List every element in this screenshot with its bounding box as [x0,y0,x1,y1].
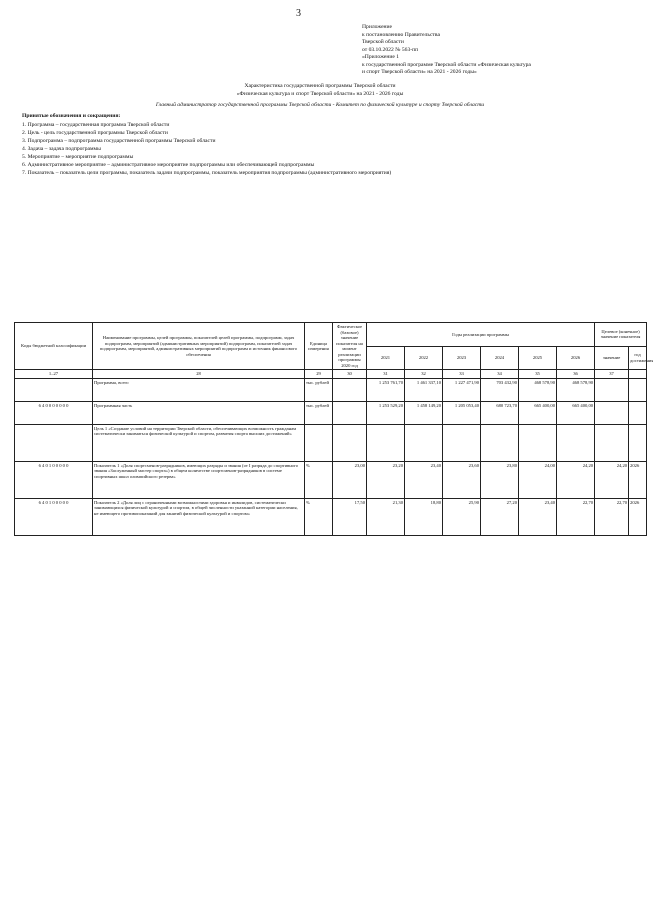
unit-cell [305,424,333,461]
year-value-cell: 24,00 [519,461,557,498]
column-number: 32 [405,370,443,379]
column-number: 33 [443,370,481,379]
row-name-cell: Показатель 1 «Доля спортсменов-разрядников, имеющих разряды и звания (от I разряда до спортивного звания «Заслуженный мастер спорта») в общем количестве спортсменов-разрядников в системе спортивных школ олимпийского резерва» [93,461,305,498]
target-value-cell: 24,20 [595,461,629,498]
year-value-cell: 468 578,90 [557,378,595,401]
year-value-cell: 25,90 [443,498,481,535]
year-value-cell: 24,20 [557,461,595,498]
year-value-cell: 22,70 [557,498,595,535]
year-value-cell [443,424,481,461]
year-value-cell: 1 227 471,90 [443,378,481,401]
column-number: 1–27 [15,370,93,379]
target-value-header: значение [595,346,629,370]
page-number: 3 [296,8,301,19]
unit-cell: % [305,498,333,535]
row-name-cell: Показатель 2 «Доля лиц с ограниченными возможностями здоровья и инвалидов, систематически занимающихся физической культурой и спортом, в общей численности указанной категории населения, не имеющего противопоказаний для занятий физической культурой и спортом» [93,498,305,535]
chief-administrator: Главный администратор государственной программы Тверской области - Комитет по физической культуре и спорту Тверской области [155,101,485,108]
table-row [15,378,647,401]
unit-cell: тыс. рублей [305,401,333,424]
budget-code-cell: 6 4 0 0 0 0 0 0 0 [15,401,93,424]
column-number: 30 [333,370,367,379]
year-value-cell: 23,40 [405,461,443,498]
base-value-cell [333,424,367,461]
budget-code-cell [15,378,93,401]
appendix-line: к государственной программе Тверской области «Физическая культура [362,61,531,68]
year-value-cell: 23,80 [481,461,519,498]
target-value-cell [595,401,629,424]
year-value-cell: 27,20 [481,498,519,535]
year-header: 2026 [557,346,595,370]
target-header: Целевое (конечное) значение показателя [595,323,647,347]
year-value-cell: 1 205 053,40 [443,401,481,424]
year-value-cell [405,424,443,461]
year-value-cell [557,424,595,461]
year-value-cell: 1 458 149,20 [405,401,443,424]
column-number: 34 [481,370,519,379]
target-year-cell: 2026 [629,461,647,498]
year-value-cell: 23,20 [367,461,405,498]
legend-item: 4. Задача – задача подпрограммы [22,145,101,152]
column-number: 31 [367,370,405,379]
budget-code-cell: 6 4 0 1 0 0 0 0 0 [15,461,93,498]
target-value-cell: 22,70 [595,498,629,535]
years-group-header: Годы реализации программы [367,323,595,347]
appendix-line: «Приложение 1 [362,54,400,61]
appendix-note [362,24,618,77]
column-number: 35 [519,370,557,379]
legend-item: 3. Подпрограмма – подпрограмма государственной программы Тверской области [22,137,216,144]
table-row [15,424,647,461]
year-header: 2022 [405,346,443,370]
row-name-cell: Цель 1 «Создание условий на территории Тверской области, обеспечивающих возможность гражданам систематически заниматься физической культурой и спортом, развития спорта высших достижений» [93,424,305,461]
document-header [22,24,618,178]
target-year-cell: 2026 [629,498,647,535]
appendix-line: к постановлению Правительства [362,31,440,38]
column-number: 29 [305,370,333,379]
table-row [15,461,647,498]
base-value-cell: 17,50 [333,498,367,535]
row-name-cell: Программная часть [93,401,305,424]
year-value-cell: 468 578,90 [519,378,557,401]
table-row [15,498,647,535]
base-value-cell: 23,00 [333,461,367,498]
unit-cell: тыс. рублей [305,378,333,401]
year-header: 2024 [481,346,519,370]
year-value-cell: 21,30 [367,498,405,535]
budget-code-cell: 6 4 0 1 0 0 0 0 0 [15,498,93,535]
year-value-cell: 23,40 [519,498,557,535]
year-header: 2025 [519,346,557,370]
year-header: 2021 [367,346,405,370]
target-year-cell [629,424,647,461]
year-value-cell [367,424,405,461]
abbreviations-legend [22,113,618,177]
year-value-cell [519,424,557,461]
appendix-line: Тверской области [362,39,404,46]
column-number: 28 [93,370,305,379]
title-line: «Физическая культура и спорт Тверской области» на 2021 - 2026 годы [236,91,404,98]
column-number: 36 [557,370,595,379]
year-value-cell: 680 723,70 [481,401,519,424]
year-value-cell: 1 253 529,20 [367,401,405,424]
column-number: 37 [595,370,629,379]
year-value-cell: 18,80 [405,498,443,535]
row-name-cell: Программа, всего [93,378,305,401]
year-value-cell: 665 400,00 [519,401,557,424]
target-value-cell [595,378,629,401]
target-year-cell [629,401,647,424]
appendix-line: Приложение [362,24,393,30]
year-value-cell: 703 432,90 [481,378,519,401]
table-row [15,401,647,424]
legend-item: 1. Программа – государственная программа Тверской области [22,121,170,128]
appendix-line: от 03.10.2022 № 563-пп [362,46,419,53]
base-value-header: Фактическое (базовое) значение показателя на момент реализации программы 2020 год [333,323,367,370]
base-value-cell [333,378,367,401]
year-header: 2023 [443,346,481,370]
name-header: Наименование программы, целей программы, показателей целей программы, подпрограмм, задач подпрограмм, мероприятий (административных мероприятий) подпрограмм, показателей задач подпрограмм, мероприятий, административных мероприятий подпрограмм и источник финансового обеспечения [93,323,305,370]
budget-code-cell [15,424,93,461]
unit-cell: % [305,461,333,498]
year-value-cell: 1 253 761,70 [367,378,405,401]
legend-item: 2. Цель - цель государственной программы Тверской области [22,129,168,136]
document-title [22,83,618,99]
target-year-cell [629,378,647,401]
target-year-header: год достижения [629,346,647,370]
column-number [629,370,647,379]
column-number-row [15,370,647,379]
year-value-cell: 23,60 [443,461,481,498]
unit-header: Единица измерения [305,323,333,370]
appendix-line: и спорт Тверской области» на 2021 - 2026 годы» [362,69,477,76]
title-line: Характеристика государственной программы Тверской области [244,82,396,89]
legend-item: 7. Показатель – показатель цели программы, показатель задачи подпрограммы, показатель мероприятия подпрограммы (административного мероприятия) [22,169,392,176]
budget-codes-header: Коды бюджетной классификации [15,323,93,370]
year-value-cell: 665 400,00 [557,401,595,424]
legend-title: Принятые обозначения и сокращения: [22,113,121,120]
year-value-cell [481,424,519,461]
legend-item: 5. Мероприятие – мероприятие подпрограммы [22,153,134,160]
program-characteristics-table [14,322,653,536]
target-value-cell [595,424,629,461]
legend-item: 6. Административное мероприятие – административное мероприятие подпрограммы или обеспечивающей подпрограммы [22,161,315,168]
base-value-cell [333,401,367,424]
year-value-cell: 1 461 337,10 [405,378,443,401]
